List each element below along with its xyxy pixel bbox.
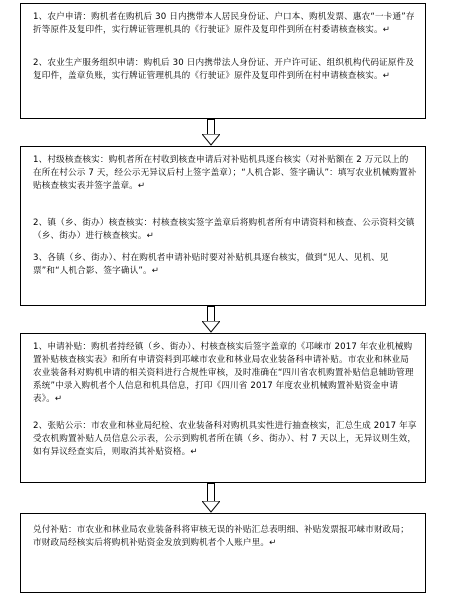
step-2-item-1: 1、村级核查核实：购机者所在村收到核查申请后对补贴机具逐台核实（对补贴额在 2 万元以上的在所在村公示 7 天，经公示无异议后村上签字盖章）；“人机合影、签字确认”：填写农业机械购置补贴核查核实表并签字盖章。↵ [33,155,417,191]
step-1-item-1: 1、农户申请：购机者在购机后 30 日内携带本人居民身份证、户口本、购机发票、惠农“一卡通”存折等原件及复印件，实行牌证管理机具的《行驶证》原件及复印件到所在村委请核查核实。↵ [33,12,415,35]
step-4-item-1: 兑付补贴：市农业和林业局农业装备科将审核无误的补贴汇总表明细、补贴发票报邛崃市财政局；市财政局经核实后将购机补贴资金发放到购机者个人账户里。↵ [33,525,409,548]
arrow-head-icon [202,501,220,513]
flow-arrow-1 [202,119,220,146]
step-2-item-3: 3、各镇（乡、街办）、村在购机者申请补贴时要对补贴机具逐台核实，做到“见人、见机、见票”和“人机合影、签字确认”。↵ [33,253,389,276]
step-box-3 [20,333,426,483]
step-box-1 [20,3,426,119]
step-box-2 [20,146,426,306]
step-2-item-2: 2、镇（乡、街办）核查核实：村核查核实签字盖章后将购机者所有申请资料和核查、公示资料交镇（乡、街办）进行核查核实。↵ [33,218,415,241]
arrow-head-icon [202,134,220,146]
step-3-item-1: 1、申请补贴：购机者持经镇（乡、街办）、村核查核实后签字盖章的《邛崃市 2017 年农业机械购置补贴核查核实表》和所有申请资料到邛崃市农业和林业局农业装备科申请补贴。市农业和林业局农业装备科对购机申请的相关资料进行合规性审核，及时准确在“四川省农机购置补贴信息辅助管理系统”中录入购机者个人信息和机具信息，打印《四川省 2017 年度农业机械购置补贴资金申请表》。↵ [33,342,414,404]
arrow-head-icon [202,321,220,333]
step-1-item-2: 2、农业生产服务组织申请：购机后 30 日内携带法人身份证、开户许可证、组织机构代码证原件及复印件，盖章负账，实行牌证管理机具的《行驶证》原件及复印件到所在村申请核查核实。↵ [33,58,415,81]
flow-arrow-2 [202,306,220,333]
step-3-item-2: 2、张贴公示：市农业和林业局纪检、农业装备科对购机具实性进行抽查核实，汇总生成 2017 年享受农机购置补贴人员信息公示表，公示到购机者所在镇（乡、街办）、村 7 天以上，无异议则生效，如有异议经查实后，则取消其补贴资格。↵ [33,421,417,457]
flow-arrow-3 [202,483,220,513]
step-box-4 [20,513,426,593]
